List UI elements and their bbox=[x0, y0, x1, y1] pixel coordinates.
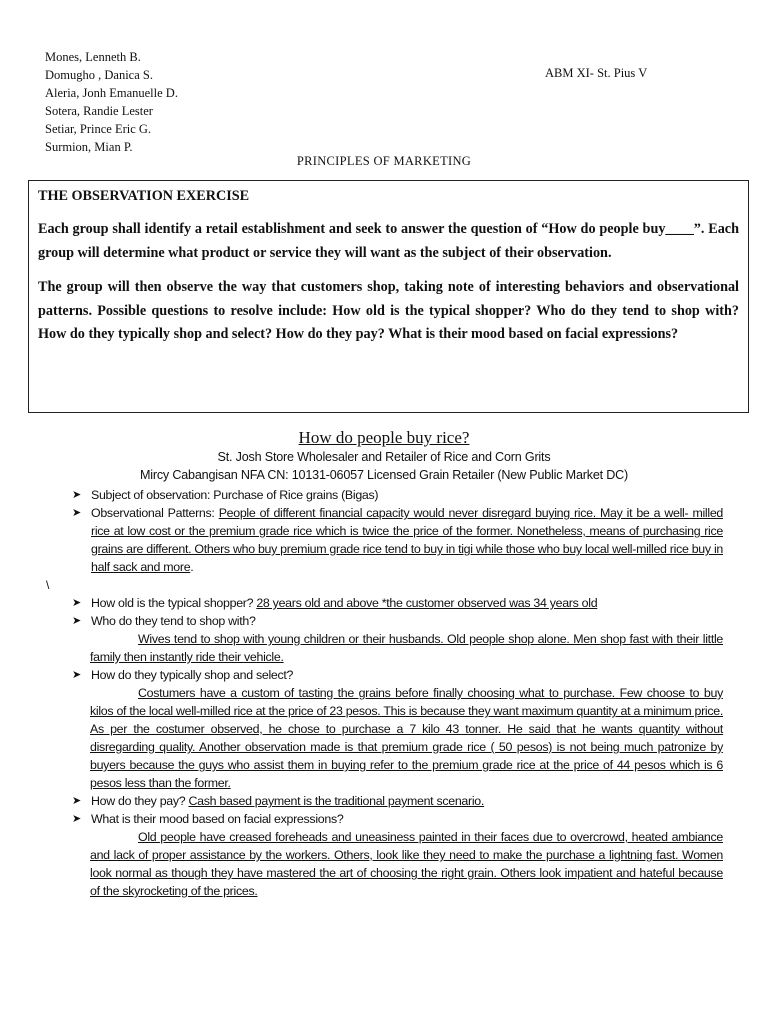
list-item bbox=[72, 666, 723, 684]
exercise-title: THE OBSERVATION EXERCISE bbox=[38, 188, 250, 204]
arrow-bullet-icon: ➤ bbox=[72, 795, 81, 807]
question-pay: How do they pay? bbox=[91, 794, 189, 808]
class-section: ABM XI- St. Pius V bbox=[545, 66, 648, 80]
arrow-bullet-icon: ➤ bbox=[72, 507, 81, 519]
arrow-bullet-icon: ➤ bbox=[72, 669, 81, 681]
stray-backslash: \ bbox=[46, 578, 50, 592]
observation-list-questions bbox=[72, 594, 723, 900]
student-name: Domugho , Danica S. bbox=[45, 68, 153, 82]
answer-select: Costumers have a custom of tasting the grains before finally choosing what to purchase. Few choose to buy kilos of the local well-milled rice at the price of 23 pesos. This is because they want maximum quantity at a minimum price. As per the costumer observed, he chose to purchase a 7 kilo 43 tonner. He said that he wants quantity without disregarding quality. Another observation made is that premium grade rice ( 50 pesos) is not being much patronize by buyers because the guys who assist them in buying refer to the premium grade rice at the price of 44 pesos which is 6 pesos less than the former. bbox=[90, 686, 723, 790]
list-item bbox=[72, 504, 723, 576]
exercise-paragraph-1: Each group shall identify a retail establishment and seek to answer the question of “How do people buy____”. Each group will determine what product or service they will want as the subject of their observation. bbox=[38, 221, 739, 261]
student-name: Surmion, Mian P. bbox=[45, 140, 133, 154]
arrow-bullet-icon: ➤ bbox=[72, 489, 81, 501]
observation-list-top bbox=[72, 486, 723, 576]
store-license: Mircy Cabangisan NFA CN: 10131-06057 Licensed Grain Retailer (New Public Market DC) bbox=[139, 468, 629, 482]
answer-select-block bbox=[72, 684, 723, 792]
student-name: Sotera, Randie Lester bbox=[45, 104, 153, 118]
subject-label: Subject of observation: Purchase of Rice grains (Bigas) bbox=[91, 488, 379, 502]
answer-mood: Old people have creased foreheads and uneasiness painted in their faces due to overcrowd, heated ambiance and lack of proper assistance by the workers. Others, look like they need to make the purchase a lightning fast. Women look normal as though they have mastered the art of choosing the right grain. Others look impatient and hateful because of the skyrocketing of the prices. bbox=[90, 830, 723, 898]
question-age: How old is the typical shopper? bbox=[91, 596, 257, 610]
student-names bbox=[45, 48, 178, 156]
store-name: St. Josh Store Wholesaler and Retailer of Rice and Corn Grits bbox=[217, 450, 551, 464]
course-title: PRINCIPLES OF MARKETING bbox=[296, 154, 472, 168]
question-with: Who do they tend to shop with? bbox=[91, 614, 256, 628]
patterns-answer: People of different financial capacity would never disregard buying rice. May it be a well- milled rice at low cost or the premium grade rice which is twice the price of the former. Nonetheless, means of purchasing rice grains are different. Others who buy premium grade rice tend to buy in tigi while those who buy local well-milled rice buy in half sack and more bbox=[91, 506, 723, 574]
question-mood: What is their mood based on facial expressions? bbox=[91, 812, 344, 826]
arrow-bullet-icon: ➤ bbox=[72, 597, 81, 609]
list-item bbox=[72, 792, 723, 810]
answer-mood-block bbox=[72, 828, 723, 900]
exercise-paragraph-2: The group will then observe the way that customers shop, taking note of interesting behaviors and observational patterns. Possible questions to resolve include: How old is the typical shopper? Who do they tend to shop with? How do they typically shop and select? How do they pay? What is their mood based on facial expressions? bbox=[38, 279, 739, 343]
arrow-bullet-icon: ➤ bbox=[72, 813, 81, 825]
answer-age: 28 years old and above *the customer observed was 34 years old bbox=[256, 596, 598, 610]
student-name: Setiar, Prince Eric G. bbox=[45, 122, 152, 136]
arrow-bullet-icon: ➤ bbox=[72, 615, 81, 627]
exercise-box bbox=[28, 180, 749, 413]
question-select: How do they typically shop and select? bbox=[91, 668, 294, 682]
student-name: Aleria, Jonh Emanuelle D. bbox=[45, 86, 178, 100]
student-name: Mones, Lenneth B. bbox=[45, 50, 141, 64]
answer-with-block bbox=[72, 630, 723, 666]
list-item bbox=[72, 810, 723, 828]
answer-with: Wives tend to shop with young children or their husbands. Old people shop alone. Men shop fast with their little family then instantly ride their vehicle. bbox=[90, 632, 723, 664]
patterns-label: Observational Patterns: bbox=[91, 506, 219, 520]
list-item bbox=[72, 486, 723, 504]
answer-pay: Cash based payment is the traditional payment scenario. bbox=[188, 794, 485, 808]
patterns-period: . bbox=[190, 560, 194, 574]
list-item bbox=[72, 594, 723, 612]
report-title: How do people buy rice? bbox=[298, 428, 470, 447]
list-item bbox=[72, 612, 723, 630]
